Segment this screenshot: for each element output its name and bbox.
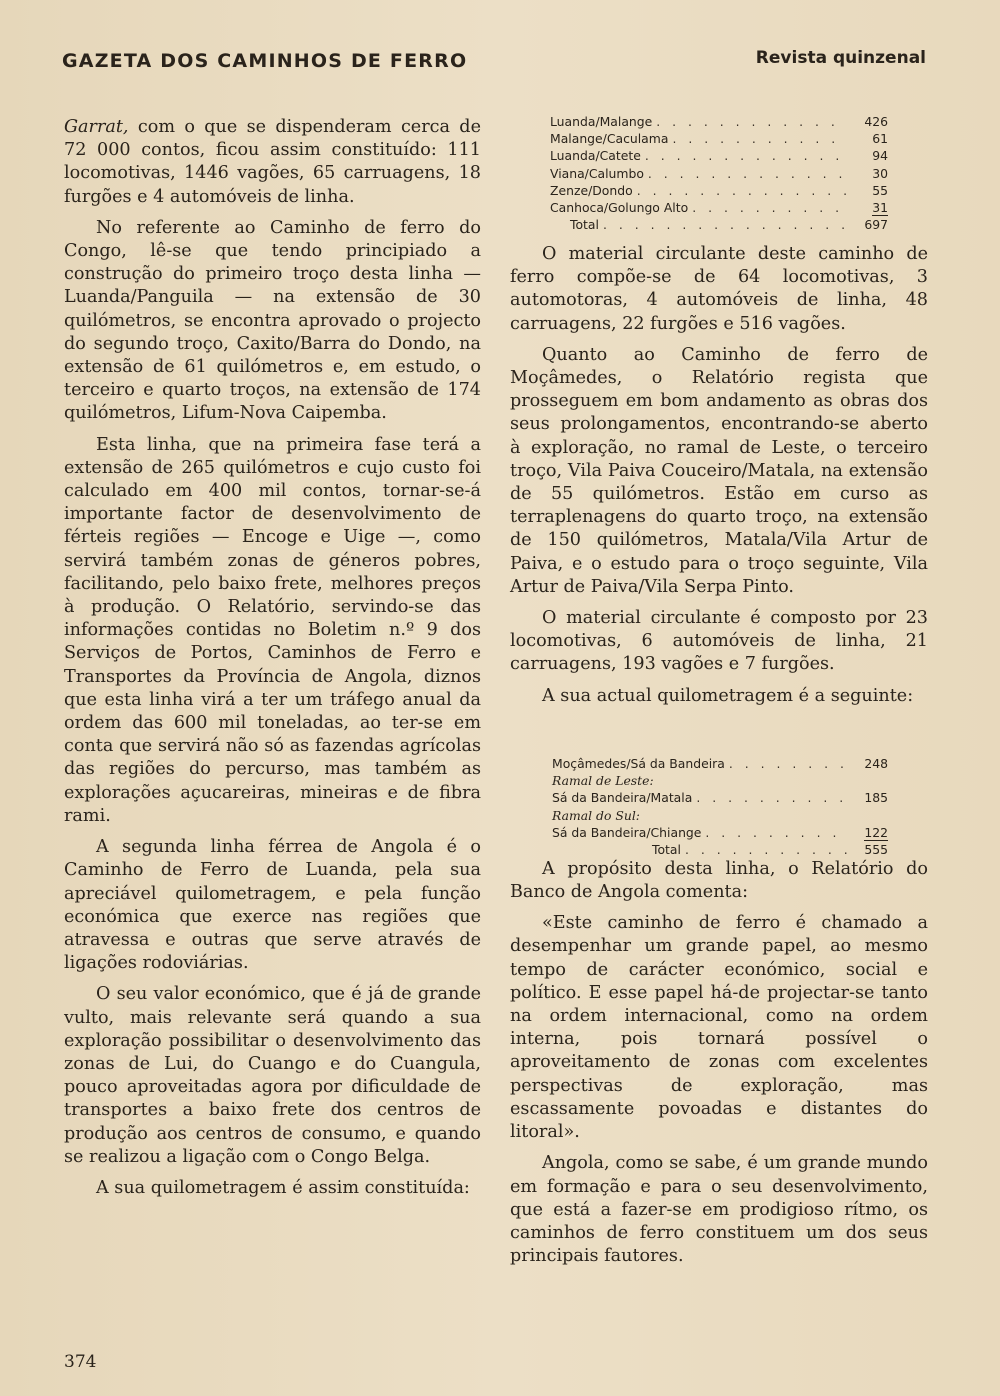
mocamedes-mileage-table <box>552 755 888 858</box>
row-label: Moçâmedes/Sá da Bandeira <box>552 756 725 771</box>
table-total-row <box>552 841 888 858</box>
leader-dots <box>696 789 848 806</box>
row-label: Sá da Bandeira/Chiange <box>552 824 702 840</box>
paragraph-text: com o que se dispenderam cerca de 72 000 contos, ficou assim constituído: 111 locomotivas, 1446 vagões, 65 carruagens, 18 furgões e 4 automóveis de linha. <box>64 117 481 207</box>
paragraph: O material circulante deste caminho de ferro compõe-se de 64 locomotivas, 3 automotoras, 4 automóveis de linha, 48 carruagens, 22 furgões e 516 vagões. <box>510 244 928 334</box>
row-value <box>852 199 888 216</box>
paragraph: O seu valor económico, que é já de grande vulto, mais relevante será quando a sua exploração possibilitar o desenvolvimento das zonas de Lui, do Cuango e do Cuangula, pouco aproveitadas agora por dificuldade de transportes a baixo frete dos centros de produção aos centros de consumo, e quando se realizou a ligação com o Congo Belga. <box>64 984 481 1167</box>
table-row <box>550 113 888 130</box>
row-value <box>852 824 888 841</box>
row-label: Luanda/Malange <box>550 114 653 129</box>
leader-dots <box>603 216 848 233</box>
italic-word: Garrat, <box>64 117 129 137</box>
leader-dots <box>648 165 848 182</box>
journal-title: GAZETA DOS CAMINHOS DE FERRO <box>62 50 468 72</box>
row-value-text: 122 <box>864 824 888 840</box>
row-label: Sá da Bandeira/Matala <box>552 790 693 806</box>
paragraph <box>64 116 481 209</box>
paragraph: Esta linha, que na primeira fase terá a extensão de 265 quilómetros e cujo custo foi calculado em 400 mil contos, tornar-se-á importante factor de desenvolvimento de férteis regiões — Encoge e Uige —, como servirá também zonas de géneros pobres, facilitando, pelo baixo frete, melhores preços à produção. O Relatório, servindo-se das informações contidas no Boletim n.º 9 dos Serviços de Portos, Caminhos de Ferro e Transportes da Província de Angola, diznos que esta linha virá a ter um tráfego anual da ordem das 600 mil toneladas, ao ter-se em conta que servirá não só as fazendas agrícolas das regiões do percurso, mas também as explorações açucareiras, mineiras e de fibra rami. <box>64 434 481 826</box>
subheading-label: Ramal de Leste: <box>552 773 654 789</box>
total-value: 555 <box>864 841 888 857</box>
row-value: 61 <box>872 131 888 147</box>
journal-subtitle: Revista quinzenal <box>755 48 926 68</box>
paragraph: O material circulante é composto por 23 locomotivas, 6 automóveis de linha, 21 carruagens, 193 vagões e 7 furgões. <box>510 608 928 675</box>
row-value: 94 <box>872 148 888 164</box>
table-row <box>552 824 888 841</box>
row-label: Luanda/Catete <box>550 148 641 164</box>
table-row <box>550 165 888 182</box>
leader-dots <box>637 182 848 199</box>
row-value: 185 <box>864 790 888 806</box>
table-total-row <box>550 216 888 233</box>
table-row <box>550 199 888 216</box>
table-row <box>550 182 888 199</box>
paragraph: A sua actual quilometragem é a seguinte: <box>542 685 914 706</box>
row-value: 30 <box>872 165 888 181</box>
paragraph: «Este caminho de ferro é chamado a desempenhar um grande papel, ao mesmo tempo de carácter económico, social e político. E esse papel há-de projectar-se tanto na ordem internacional, como na ordem interna, pois tornará possível o aproveitamento de zonas com excelentes perspectivas de exploração, mas escassamente povoadas e distantes do litoral». <box>510 913 928 1143</box>
row-value: 248 <box>864 756 888 771</box>
table-row <box>550 147 888 164</box>
paragraph: Quanto ao Caminho de ferro de Moçâmedes, o Relatório regista que prosseguem em bom andamento as obras dos seus prolongamentos, encontrando-se aberto à exploração, no ramal de Leste, o terceiro troço, Vila Paiva Couceiro/Matala, na extensão de 55 quilómetros. Estão em curso as terraplenagens do quarto troço, na extensão de 150 quilómetros, Matala/Vila Artur de Paiva, e o estudo para o troço seguinte, Vila Artur de Paiva/Vila Serpa Pinto. <box>510 344 928 597</box>
paragraph: No referente ao Caminho de ferro do Congo, lê-se que tendo principiado a construção do primeiro troço desta linha — Luanda/Panguila — na extensão de 30 quilómetros, se encontra aprovado o projecto do segundo troço, Caxito/Barra do Dondo, na extensão de 61 quilómetros e, em estudo, o terceiro e quarto troços, na extensão de 174 quilómetros, Lifum-Nova Caipemba. <box>64 217 481 424</box>
paragraph: A propósito desta linha, o Relatório do Banco de Angola comenta: <box>510 858 928 903</box>
row-label: Zenze/Dondo <box>550 182 633 198</box>
row-value: 55 <box>872 182 888 198</box>
total-label: Total <box>652 841 681 857</box>
paragraph: A sua quilometragem é assim constituída: <box>96 1177 470 1198</box>
left-column <box>64 116 481 1208</box>
luanda-mileage-table <box>550 113 888 233</box>
row-label: Malange/Caculama <box>550 131 669 147</box>
table-row <box>552 755 888 772</box>
leader-dots <box>685 841 848 858</box>
total-value: 697 <box>864 217 888 233</box>
row-value: 426 <box>864 114 888 129</box>
leader-dots <box>729 755 848 772</box>
row-label: Viana/Calumbo <box>550 165 644 181</box>
leader-dots <box>692 199 848 216</box>
page-number: 374 <box>64 1352 97 1372</box>
row-label: Canhoca/Golungo Alto <box>550 199 689 215</box>
leader-dots <box>645 147 848 164</box>
table-row <box>550 130 888 147</box>
leader-dots <box>672 130 848 147</box>
paragraph: A segunda linha férrea de Angola é o Caminho de Ferro de Luanda, pela sua apreciável quilometragem, e pela função económica que exerce nas regiões que atravessa e outras que serve através de ligações rodoviárias. <box>64 837 481 974</box>
leader-dots <box>705 824 848 841</box>
total-label: Total <box>570 217 599 233</box>
subheading-label: Ramal do Sul: <box>552 807 640 823</box>
paragraph: Angola, como se sabe, é um grande mundo em formação e para o seu desenvolvimento, que está a fazer-se em prodigioso rítmo, os caminhos de ferro constituem um dos seus principais fautores. <box>510 1153 928 1267</box>
leader-dots <box>656 113 848 130</box>
table-row <box>552 789 888 806</box>
table-subheading <box>552 807 888 824</box>
row-value-text: 31 <box>872 199 888 215</box>
table-subheading <box>552 772 888 789</box>
